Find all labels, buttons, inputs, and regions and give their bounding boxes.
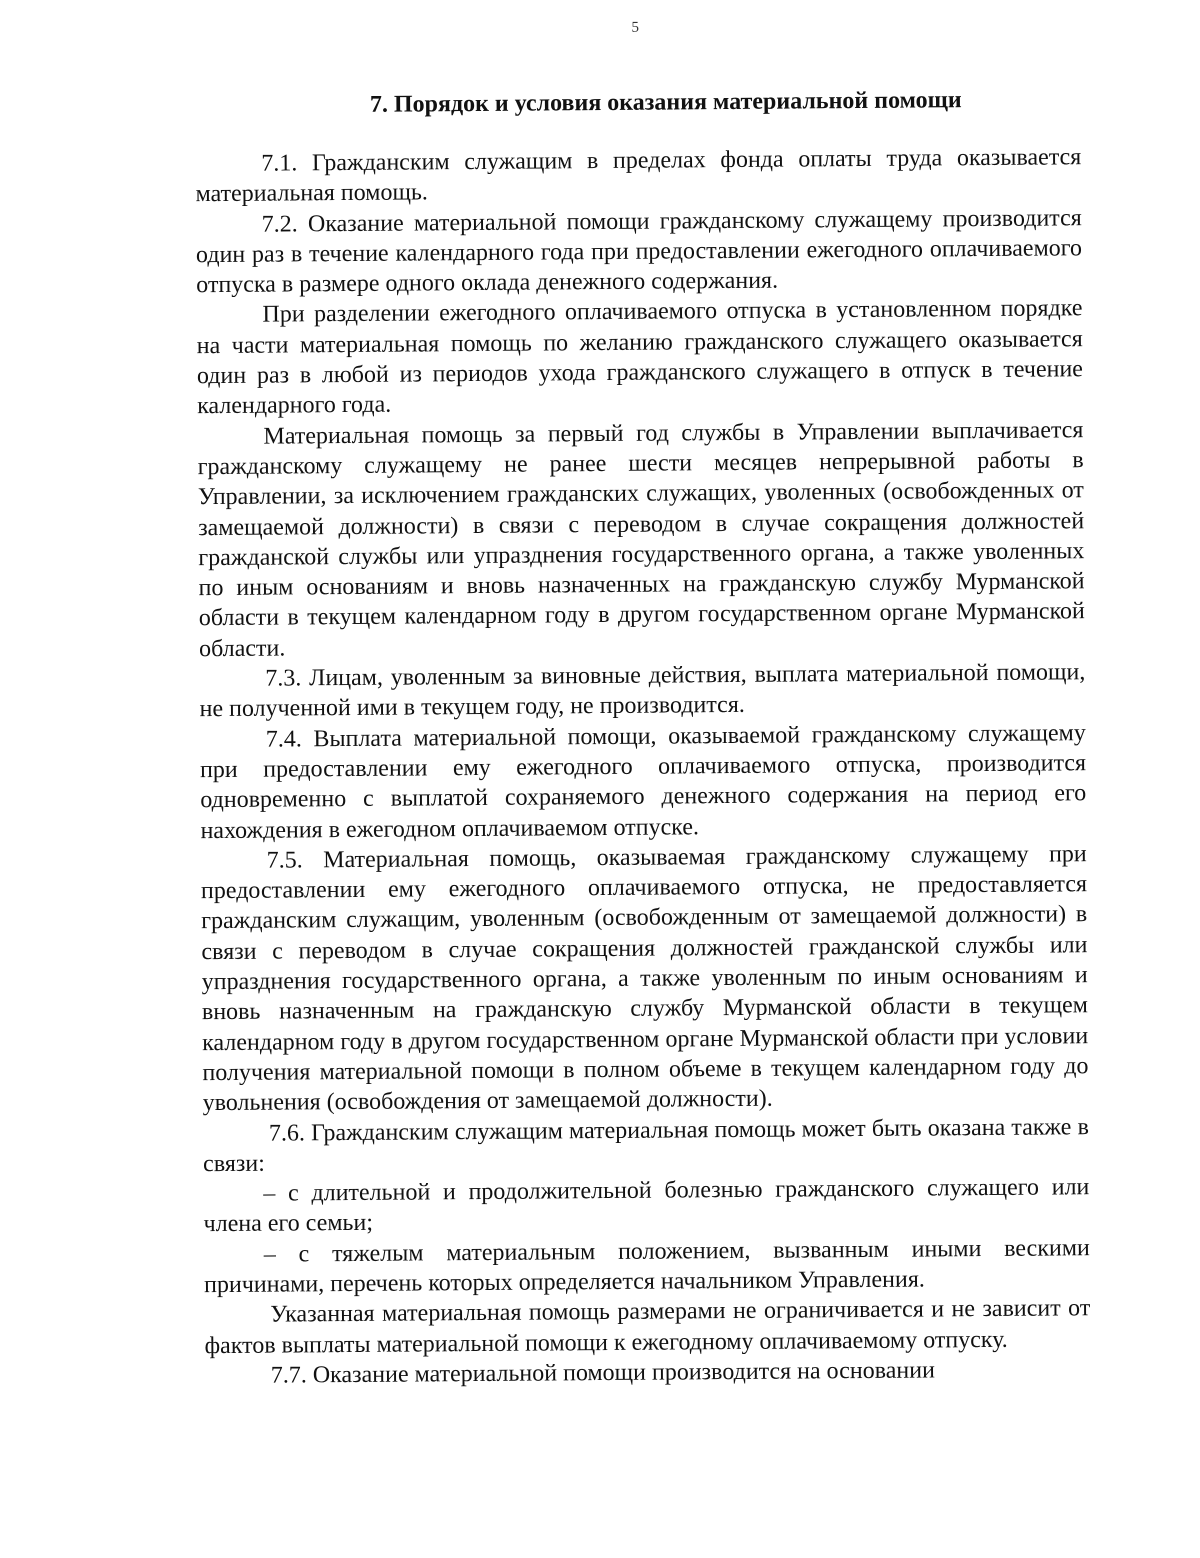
list-item-hardship: – с тяжелым материальным положением, вызванным иными вескими причинами, перечень которых определяется начальником Управления. (203, 1234, 1090, 1299)
paragraph-7-1: 7.1. Гражданским служащим в пределах фонда оплаты труда оказывается материальная помощь. (195, 144, 1082, 208)
paragraph-first-year: Материальная помощь за первый год службы в Управлении выплачивается гражданскому служащему не ранее шести месяцев непрерывной работы в Управлении, за исключением гражданских служащих, уволенных (освобожденных от замещаемой должности) в связи с переводом в случае сокращения должностей гражданской службы или упразднения государственного органа, а также уволенных по иным основаниям и вновь назначенных на гражданскую службу Мурманской области в текущем календарном году в другом государственном органе Мурманской области. (197, 416, 1085, 662)
list-item-illness: – с длительной и продолжительной болезнью гражданского служащего или члена его семьи; (203, 1174, 1090, 1238)
page-number: 5 (631, 19, 640, 36)
paragraph-7-2: 7.2. Оказание материальной помощи гражданскому служащему производится один раз в течение календарного года при предоставлении ежегодного оплачиваемого отпуска в размере одного оклада денежного содержания. (195, 204, 1083, 299)
document-body (195, 142, 1091, 1391)
paragraph-7-4: 7.4. Выплата материальной помощи, оказываемой гражданскому служащему при предоставлении ему ежегодного оплачиваемого отпуска, производится одновременно с выплатой сохраняемого денежного содержания на период его нахождения в ежегодном оплачиваемом отпуске. (199, 719, 1087, 844)
paragraph-7-3: 7.3. Лицам, уволенным за виновные действия, выплата материальной помощи, не полученной ими в текущем году, не производится. (199, 659, 1086, 723)
paragraph-unlimited: Указанная материальная помощь размерами не ограничивается и не зависит от фактов выплаты материальной помощи к ежегодному оплачиваемому отпуску. (204, 1295, 1091, 1359)
paragraph-vacation-split: При разделении ежегодного оплачиваемого отпуска в установленном порядке на части материальная помощь по желанию гражданского служащего оказывается один раз в любой из периодов ухода гражданского служащего в отпуск в течение календарного года. (196, 295, 1084, 420)
paragraph-7-5: 7.5. Материальная помощь, оказываемая гражданскому служащему при предоставлении ему ежегодного оплачиваемого отпуска, не предоставляется гражданским служащим, уволенным (освобожденным от замещаемой должности) в связи с переводом в случае сокращения должностей гражданской службы или упразднения государственного органа, а также уволенным по иным основаниям и вновь назначенным на гражданскую службу Мурманской области в текущем календарном году в другом государственном органе Мурманской области при условии получения материальной помощи в полном объеме в текущем календарном году до увольнения (освобождения от замещаемой должности). (200, 841, 1089, 1117)
paragraph-7-7: 7.7. Оказание материальной помощи производится на основании (270, 1357, 935, 1389)
section-heading: 7. Порядок и условия оказания материальной помощи (369, 87, 962, 118)
paragraph-7-6: 7.6. Гражданским служащим материальная помощь может быть оказана также в связи: (203, 1113, 1089, 1177)
